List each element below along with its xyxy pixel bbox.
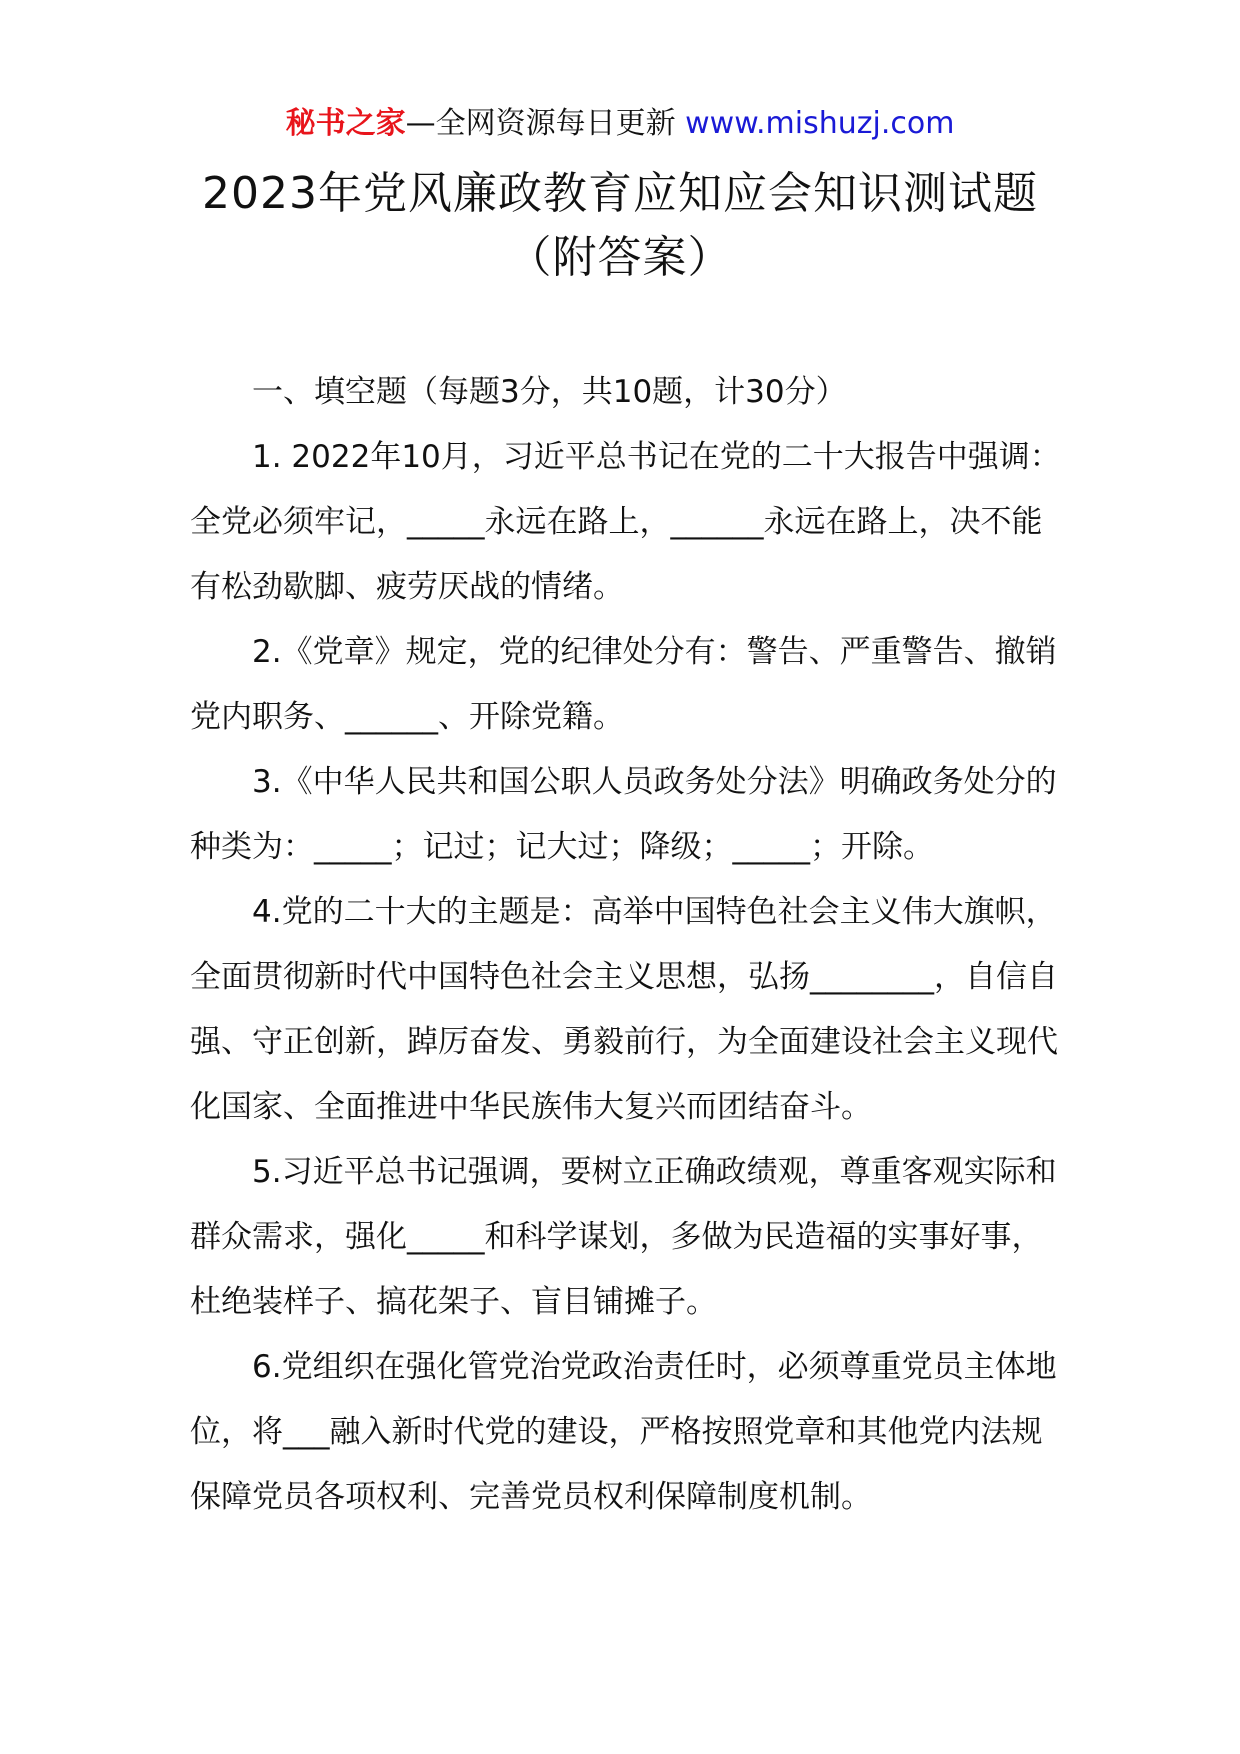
- site-header: [0, 104, 1240, 144]
- question-3: 3.《中华人民共和国公职人员政务处分法》明确政务处分的种类为：_____；记过；记大过；降级；_____；开除。: [190, 764, 1057, 865]
- document-body: [190, 360, 1070, 1530]
- title-line-2: （附答案）: [507, 232, 733, 283]
- question-6: 6.党组织在强化管党治党政治责任时，必须尊重党员主体地位，将___融入新时代党的建设，严格按照党章和其他党内法规保障党员各项权利、完善党员权利保障制度机制。: [190, 1349, 1057, 1515]
- question-5: 5.习近平总书记强调，要树立正确政绩观，尊重客观实际和群众需求，强化_____和科学谋划，多做为民造福的实事好事，杜绝装样子、搞花架子、盲目铺摊子。: [190, 1154, 1057, 1320]
- section-heading: 一、填空题（每题3分，共10题，计30分）: [252, 374, 847, 410]
- brand-name: 秘书之家: [285, 106, 406, 141]
- page-title: [0, 162, 1240, 290]
- question-2: 2.《党章》规定，党的纪律处分有：警告、严重警告、撤销党内职务、______、开除党籍。: [190, 634, 1057, 735]
- question-1: 1. 2022年10月，习近平总书记在党的二十大报告中强调：全党必须牢记，_____永远在路上，______永远在路上，决不能有松劲歇脚、疲劳厌战的情绪。: [190, 439, 1061, 605]
- header-slogan: —全网资源每日更新: [405, 106, 676, 141]
- title-line-1: 2023年党风廉政教育应知应会知识测试题: [202, 168, 1038, 219]
- site-url-link[interactable]: www.mishuzj.com: [685, 106, 955, 141]
- question-4: 4.党的二十大的主题是：高举中国特色社会主义伟大旗帜，全面贯彻新时代中国特色社会主义思想，弘扬________，自信自强、守正创新，踔厉奋发、勇毅前行，为全面建设社会主义现代化国家、全面推进中华民族伟大复兴而团结奋斗。: [190, 894, 1058, 1125]
